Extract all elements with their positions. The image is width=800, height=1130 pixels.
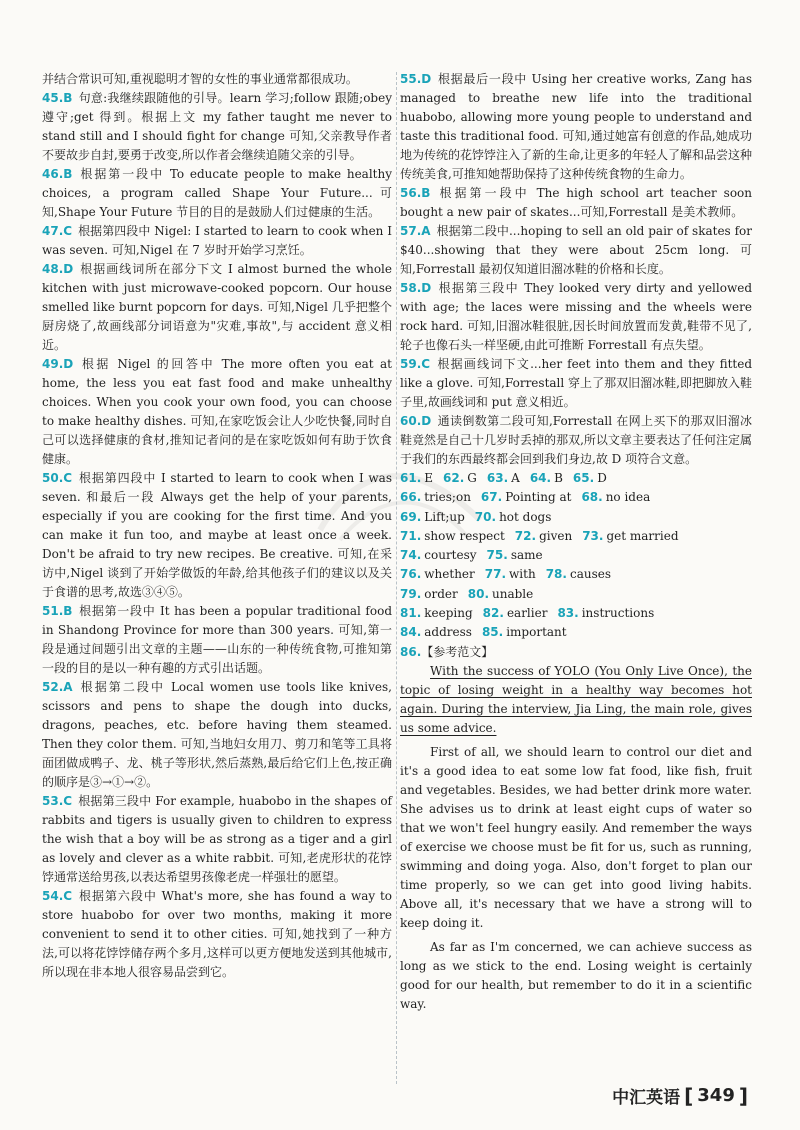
answer-value: E [424,471,434,485]
question-number: 76. [400,567,422,582]
short-answer-item [481,488,572,507]
answer-value: Lift;up [424,509,465,524]
short-answer-item [400,508,465,527]
short-answer-row [400,623,752,642]
explanation-text: 根据第四段中 I started to learn to cook when I was seven. 和最后一段 Always get the help of your parents, especially if you are cooking for the first time. And you can make it fun too, and maybe at least once a week. Don't be afraid to try new recipes. Be creative. 可知,在采访中,Nigel 谈到了开始学做饭的年龄,给其他孩子们的建议以及关于食谱的思考,故选③④⑤。 [42,471,392,599]
question-number: 86. [400,644,422,659]
short-answer-item [487,546,543,565]
question-number: 75. [486,548,508,563]
answer-entry-57 [400,222,752,279]
explanation-text: 根据第一段中 To educate people to make healthy choices, a program called Shape Your Future...可知,Shape Your Future 节目的目的是鼓励人们过健康的生活。 [42,167,392,219]
explanation-text: 根据画线词下文...her feet into them and they fitted like a glove. 可知,Forrestall 穿上了那双旧溜冰鞋,即把脚放入鞋子里,故画线词和 put 意义相近。 [400,357,752,409]
answer-letter: B [421,186,431,200]
question-number: 78. [545,567,567,582]
short-answer-list [400,469,752,643]
explanation-text: 根据第三段中 For example, huabobo in the shapes of rabbits and tigers is usually given to children to express the wish that a boy will be as strong as a tiger and a girl as lovely and clever as a white rabbit. 可知,老虎形状的花饽饽通常送给男孩,以表达希望男孩像老虎一样强壮的愿望。 [42,794,392,884]
answer-value: B [554,471,563,485]
answer-value: unable [492,586,534,601]
right-column [400,70,752,1014]
answer-value: earlier [506,606,548,621]
short-answer-item [400,585,458,604]
answer-letter: D [421,414,432,428]
question-number: 53. [42,794,64,808]
column-divider [396,72,397,1084]
question-number: 80. [467,586,490,601]
short-answer-item [546,565,611,584]
explanation-text: 通读倒数第二段可知,Forrestall 在网上买下的那双旧溜冰鞋竟然是自己十几岁时丢掉的那双,所以文章主要表达了任何注定属于我们的东西最终都会回到我们身边,故 D 项符合文意。 [400,414,752,466]
answer-value: Pointing at [505,490,572,505]
answer-letter: C [421,357,431,371]
question-number: 70. [474,509,497,524]
question-number: 46. [42,167,64,181]
explanation-text: 根据第四段中 Nigel: I started to learn to cook when I was seven. 可知,Nigel 在 7 岁时开始学习烹饪。 [42,224,392,257]
short-answer-item [487,469,520,488]
answer-value: show respect [424,528,505,543]
short-answer-item [400,527,505,546]
question-number: 52. [42,680,64,694]
answer-entry-52 [42,678,392,792]
question-number: 55. [400,72,422,86]
answer-value: instructions [581,606,655,621]
answer-value: whether [424,567,475,582]
question-number: 85. [481,625,504,640]
explanation-text: 根据最后一段中 Using her creative works, Zang has managed to breathe new life into the traditional huabobo, allowing more young people to understand and taste this traditional food. 可知,通过她富有创意的作品,她成功地为传统的花饽饽注入了新的生命,让更多的年轻人了解和品尝这种传统美食,可推知她帮助保持了这种传统食物的生命力。 [400,72,752,181]
question-number: 77. [484,567,507,582]
brand-label: 中汇英语 [612,1088,681,1108]
explanation-text: 根据画线词所在部分下文 I almost burned the whole kitchen with just microwave-cooked popcorn. Our house smelled like burnt popcorn for days. 可知,Nigel 几乎把整个厨房烧了,故画线部分词语意为"灾难,事故",与 accident 意义相近。 [42,262,392,352]
answer-entry-48 [42,260,392,355]
short-answer-item [475,508,552,527]
left-column [42,70,392,982]
question-number: 60. [400,414,422,428]
short-answer-row [400,527,752,546]
answer-letter: D [421,281,432,295]
answer-value: same [510,548,543,563]
question-number: 63. [486,471,509,485]
answer-letter: D [63,262,74,276]
question-number: 51. [42,604,64,618]
answer-value: courtesy [424,548,477,563]
question-number: 65. [572,471,595,485]
answer-letter: B [63,91,73,105]
question-number: 67. [480,490,503,505]
question-number: 54. [42,889,64,903]
essay-paragraph: As far as I'm concerned, we can achieve success as long as we stick to the end. Losing weight is certainly good for our health, but remember to do it in a scientific way. [400,939,752,1011]
question-number: 68. [581,490,603,505]
answer-value: get married [606,528,679,543]
short-answer-item [582,527,678,546]
explanation-text: 根据第一段中 The high school art teacher soon bought a new pair of skates...可知,Forrestall 是美术教师。 [400,186,752,219]
short-answer-item [581,488,650,507]
bracket-left: [ [684,1083,694,1108]
short-answer-item [573,469,607,488]
essay-paragraph: With the success of YOLO (You Only Live Once), the topic of losing weight in a healthy way becomes hot again. During the interview, Jia Ling, the main role, gives us some advice. [400,663,752,735]
essay-paragraph: First of all, we should learn to control our diet and it's a good idea to eat some low fat food, like fish, fruit and vegetables. Besides, we had better drink more water. She advises us to drink at least eight cups of water so that we won't feel hungry easily. And remember the ways of exercise we choose must be fit for us, such as running, swimming and doing yoga. Also, don't forget to plan our time properly, so we can get into good living habits. Above all, it's necessary that we have a strong will to keep doing it. [400,744,752,930]
question-number: 59. [400,357,422,371]
answer-letter: A [421,224,431,238]
answer-value: causes [569,567,611,582]
question-number: 84. [400,625,422,640]
short-answer-item [557,604,654,623]
answer-value: G [467,471,477,485]
page-footer [612,1083,748,1108]
bracket-right: ] [738,1083,748,1108]
answer-value: given [539,528,573,543]
short-answer-item [400,565,475,584]
explanation-text: 根据第一段中 It has been a popular traditional food in Shandong Province for more than 300 years. 可知,第一段是通过间题引出文章的主题——山东的一种传统食物,可推知第一段的目的是以一种有趣的方式引出话题。 [42,604,392,675]
answer-entry-49 [42,355,392,469]
explanation-text: 根据 Nigel 的回答中 The more often you eat at home, the less you eat fast food and make unhealthy choices. When you cook your own food, you can choose to make healthy dishes. 可知,在家吃饭会让人少吃快餐,同时自己可以选择健康的食材,推知记者问的是在家吃饭如何有助于饮食健康。 [42,357,392,466]
question-number: 81. [400,606,422,621]
answer-value: hot dogs [499,509,552,524]
question-number: 73. [582,528,604,543]
answer-value: address [424,625,472,640]
answer-value: D [597,471,607,485]
question-number: 49. [42,357,64,371]
answer-entry-46 [42,165,392,222]
short-answer-row [400,546,752,565]
model-essay [400,662,752,1014]
question-number: 71. [400,528,422,543]
answer-entry-53 [42,792,392,887]
answer-entry-56 [400,184,752,222]
answer-letter: C [63,889,73,903]
question-number: 72. [514,528,537,543]
answer-value: keeping [424,606,473,621]
short-answer-item [400,488,471,507]
question-number: 79. [400,586,422,601]
answer-letter: B [63,604,73,618]
short-answer-row [400,604,752,623]
short-answer-item [400,623,472,642]
explanation-text: 根据第二段中...hoping to sell an old pair of skates for $40...showing that they were about 25cm long. 可知,Forrestall 最初仅知道旧溜冰鞋的价格和长度。 [400,224,752,276]
explanation-text: 根据第六段中 What's more, she has found a way to store huabobo for over two months, making it more convenient to send it to other cities. 可知,她找到了一种方法,可以将花饽饽储存两个多月,这样可以更方便地发送到其他城市,所以现在非本地人很容易品尝到它。 [42,889,392,979]
short-answer-item [483,604,548,623]
question-number: 64. [529,471,552,485]
short-answer-item [485,565,536,584]
short-answer-row [400,565,752,584]
short-answer-row [400,508,752,527]
answer-letter: A [63,680,73,694]
explanation-text: 根据第三段中 They looked very dirty and yellowed with age; the laces were missing and the wheels were rock hard. 可知,旧溜冰鞋很脏,因长时间放置而发黄,鞋带不见了,轮子也像石头一样坚硬,由此可推断 Forrestall 有点失望。 [400,281,752,352]
answer-value: important [506,625,567,640]
answer-entry-50 [42,469,392,602]
short-answer-item [468,585,534,604]
short-answer-item [400,546,477,565]
answer-letter: B [63,167,73,181]
continuation-text: 并结合常识可知,重视聪明才智的女性的事业通常都很成功。 [42,72,358,86]
question-number: 69. [400,509,422,524]
answer-letter: C [63,224,73,238]
answer-entry-51 [42,602,392,678]
question-number: 56. [400,186,422,200]
answer-letter: D [63,357,74,371]
question-number: 61. [400,471,422,485]
question-number: 83. [557,606,579,621]
question-number: 50. [42,471,64,485]
answer-letter: D [421,72,432,86]
question-number: 58. [400,281,422,295]
answer-value: no idea [605,490,651,505]
short-answer-item [530,469,563,488]
answer-value: A [511,471,520,485]
answer-value: order [424,586,458,601]
explanation-text: 根据第二段中 Local women use tools like knives, scissors and pens to shape the dough into ducks, dragons, peaches, etc. before having them steamed. Then they color them. 可知,当地妇女用刀、剪刀和笔等工具将面团做成鸭子、龙、桃子等形状,然后蒸熟,最后给它们上色,按正确的顺序是③→①→②。 [42,680,392,789]
answer-entry-47 [42,222,392,260]
short-answer-item [400,604,473,623]
short-answer-item [482,623,567,642]
question-number: 62. [443,471,465,485]
answer-value: tries;on [424,490,471,505]
answer-letter: C [63,471,73,485]
question-number: 57. [400,224,422,238]
short-answer-row [400,585,752,604]
question-number: 48. [42,262,64,276]
answer-letter: C [63,794,73,808]
answer-entry-60 [400,412,752,469]
short-answer-item [443,469,477,488]
answer-entry-45 [42,89,392,165]
answer-entry-54 [42,887,392,982]
question-number: 82. [482,606,504,621]
question-number: 66. [400,490,422,505]
short-answer-item [400,469,433,488]
answer-entry-58 [400,279,752,355]
short-answer-row [400,469,752,488]
page-number: 349 [697,1085,735,1106]
explanation-text: 句意:我继续跟随他的引导。learn 学习;follow 跟随;obey 遵守;get 得到。根据上文 my father taught me never to stand still and I should fight for change 可知,父亲教导作者不要故步自封,要勇于改变,所以作者会继续追随父亲的引导。 [42,91,392,162]
answer-entry-59 [400,355,752,412]
answer-value: with [509,567,536,582]
short-answer-item [515,527,572,546]
question-number: 74. [400,548,422,563]
essay-heading [400,643,752,662]
short-answer-row [400,488,752,507]
question-number: 47. [42,224,64,238]
essay-label: 【参考范文】 [421,644,494,659]
answer-entry-55 [400,70,752,184]
question-number: 45. [42,91,64,105]
